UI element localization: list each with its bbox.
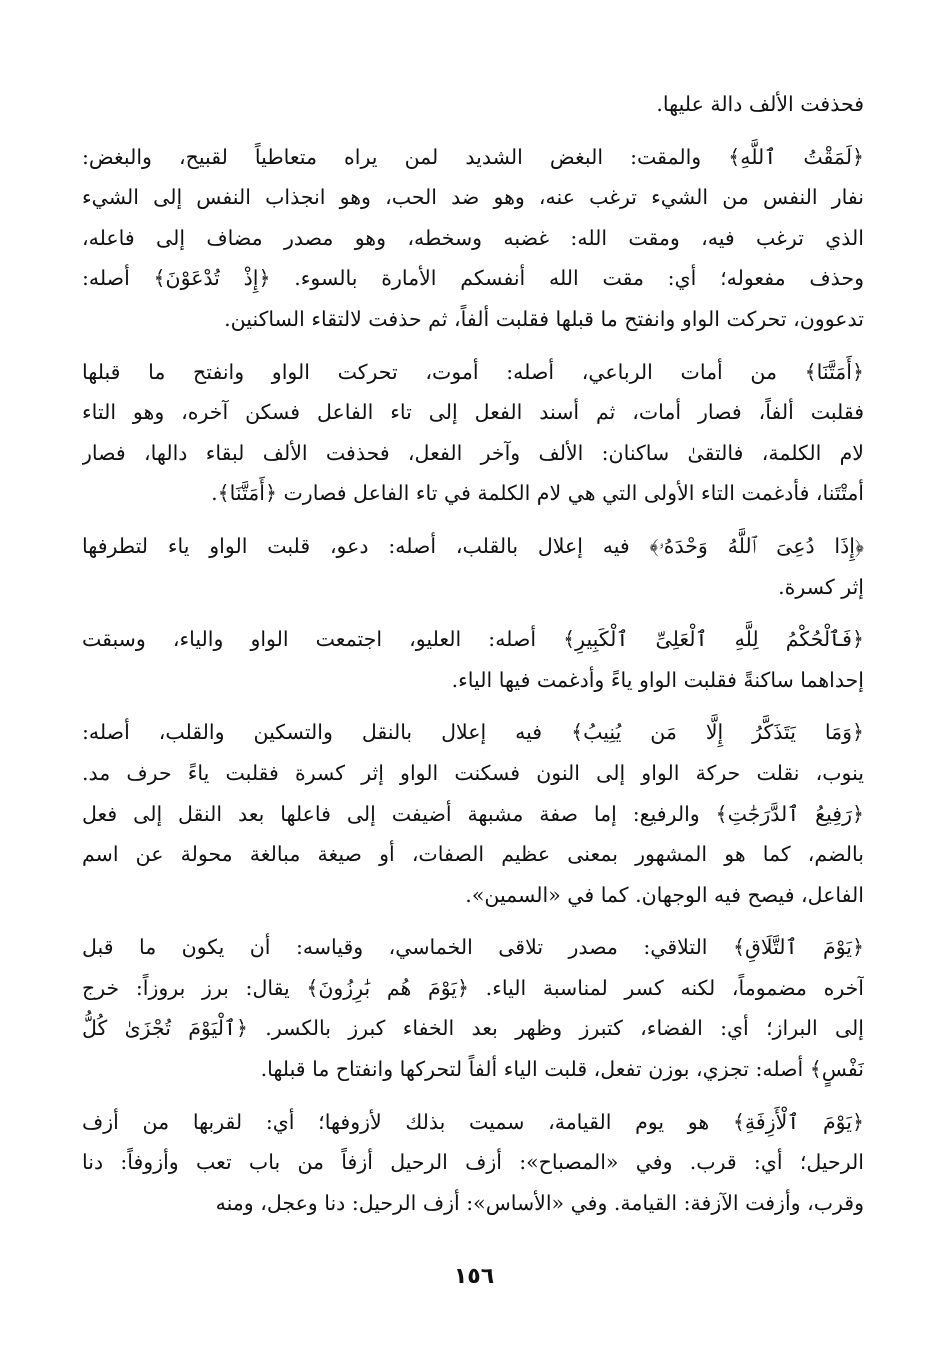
text-line: ﴿رَفِيعُ ٱلدَّرَجَٰتِ﴾ والرفيع: إما صفة مشبهة أضيفت إلى فاعلها بعد النقل إلى فعل — [82, 801, 864, 826]
text-line: إحداهما ساكنةً فقلبت الواو ياءً وأدغمت فيها الياء. — [451, 667, 864, 692]
text-line: ينوب، نقلت حركة الواو إلى النون فسكنت الواو إثر كسرة فقلبت ياءً حرف مد. — [82, 760, 864, 785]
text-line: بالضم، كما هو المشهور بمعنى عظيم الصفات، أو صيغة مبالغة محولة عن اسم — [82, 842, 864, 867]
text-line: ﴿إِذَا دُعِىَ ٱللَّهُ وَحْدَهُۥ﴾ فيه إعلال بالقلب، أصله: دعو، قلبت الواو ياء لتطرفها — [82, 533, 864, 558]
text-line: ﴿أَمَتَّنَا﴾ من أمات الرباعي، أصله: أموت، تحركت الواو وانفتح ما قبلها — [82, 359, 864, 384]
text-line: إلى البراز؛ أي: الفضاء، كتبرز وظهر بعد الخفاء كبرز بالكسر. ﴿ٱلْيَوْمَ تُجْزَىٰ كُلُّ — [82, 1016, 864, 1041]
text-line: ﴿يَوْمَ ٱلْأَزِفَةِ﴾ هو يوم القيامة، سميت بذلك لأزوفها؛ أي: لقربها من أزف — [82, 1109, 864, 1134]
text-line: تدعوون، تحركت الواو وانفتح ما قبلها فقلبت ألفاً، ثم حذفت لالتقاء الساكنين. — [224, 306, 864, 331]
paragraph — [82, 84, 864, 125]
paragraph — [82, 619, 864, 700]
paragraph — [82, 1102, 864, 1224]
text-line: ﴿وَمَا يَتَذَكَّرُ إِلَّا مَن يُنِيبُ﴾ فيه إعلال بالنقل والتسكين والقلب، أصله: — [82, 720, 864, 745]
paragraph — [82, 712, 864, 915]
text-line: إثر كسرة. — [778, 574, 864, 599]
text-line: أمتْتَنا، فأدغمت التاء الأولى التي هي لام الكلمة في تاء الفاعل فصارت ﴿أَمَتَّنَا﴾. — [211, 481, 864, 506]
text-line: ﴿لَمَقْتُ ٱللَّهِ﴾ والمقت: البغض الشديد لمن يراه متعاطياً لقبيح، والبغض: — [82, 144, 864, 169]
text-line: وقرب، وأزفت الآزفة: القيامة. وفي «الأساس»: أزف الرحيل: دنا وعجل، ومنه — [215, 1190, 864, 1215]
text-line: فحذفت الألف دالة عليها. — [656, 92, 864, 116]
paragraph — [82, 352, 864, 514]
text-line: آخره مضموماً، لكنه كسر لمناسبة الياء. ﴿يَوْمَ هُم بَٰرِزُونَ﴾ يقال: برز بروزاً: خرج — [82, 975, 864, 1000]
text-line: نفار النفس من الشيء ترغب عنه، وهو ضد الحب، وهو انجذاب النفس إلى الشيء — [82, 185, 864, 210]
page-number: ١٥٦ — [453, 1264, 495, 1289]
text-line: وحذف مفعوله؛ أي: مقت الله أنفسكم الأمارة بالسوء. ﴿إِذْ تُدْعَوْنَ﴾ أصله: — [82, 266, 864, 291]
text-line: نَفْسٍ﴾ أصله: تجزي، بوزن تفعل، قلبت الياء ألفاً لتحركها وانفتاح ما قبلها. — [260, 1057, 864, 1082]
text-line: ﴿فَٱلْحُكْمُ لِلَّهِ ٱلْعَلِىِّ ٱلْكَبِيرِ﴾ أصله: العليو، اجتمعت الواو والياء، وسبقت — [82, 627, 864, 652]
paragraph — [82, 927, 864, 1089]
text-line: الرحيل؛ أي: قرب. وفي «المصباح»: أزف الرحيل أزفاً من باب تعب وأزوفاً: دنا — [82, 1150, 864, 1175]
text-line: ﴿يَوْمَ ٱلتَّلَاقِ﴾ التلاقي: مصدر تلاقى الخماسي، وقياسه: أن يكون ما قبل — [82, 935, 864, 960]
paragraph — [82, 526, 864, 607]
text-line: فقلبت ألفاً، فصار أمات، ثم أسند الفعل إلى تاء الفاعل فسكن آخره، وهو التاء — [82, 400, 864, 425]
text-line: الذي ترغب فيه، ومقت الله: غضبه وسخطه، وهو مصدر مضاف إلى فاعله، — [82, 225, 864, 250]
page-body — [82, 84, 864, 1235]
text-line: الفاعل، فيصح فيه الوجهان. كما في «السمين». — [465, 882, 864, 907]
paragraph — [82, 137, 864, 340]
text-line: لام الكلمة، فالتقىٰ ساكنان: الألف وآخر الفعل، فحذفت الألف لبقاء دالها، فصار — [82, 440, 864, 465]
